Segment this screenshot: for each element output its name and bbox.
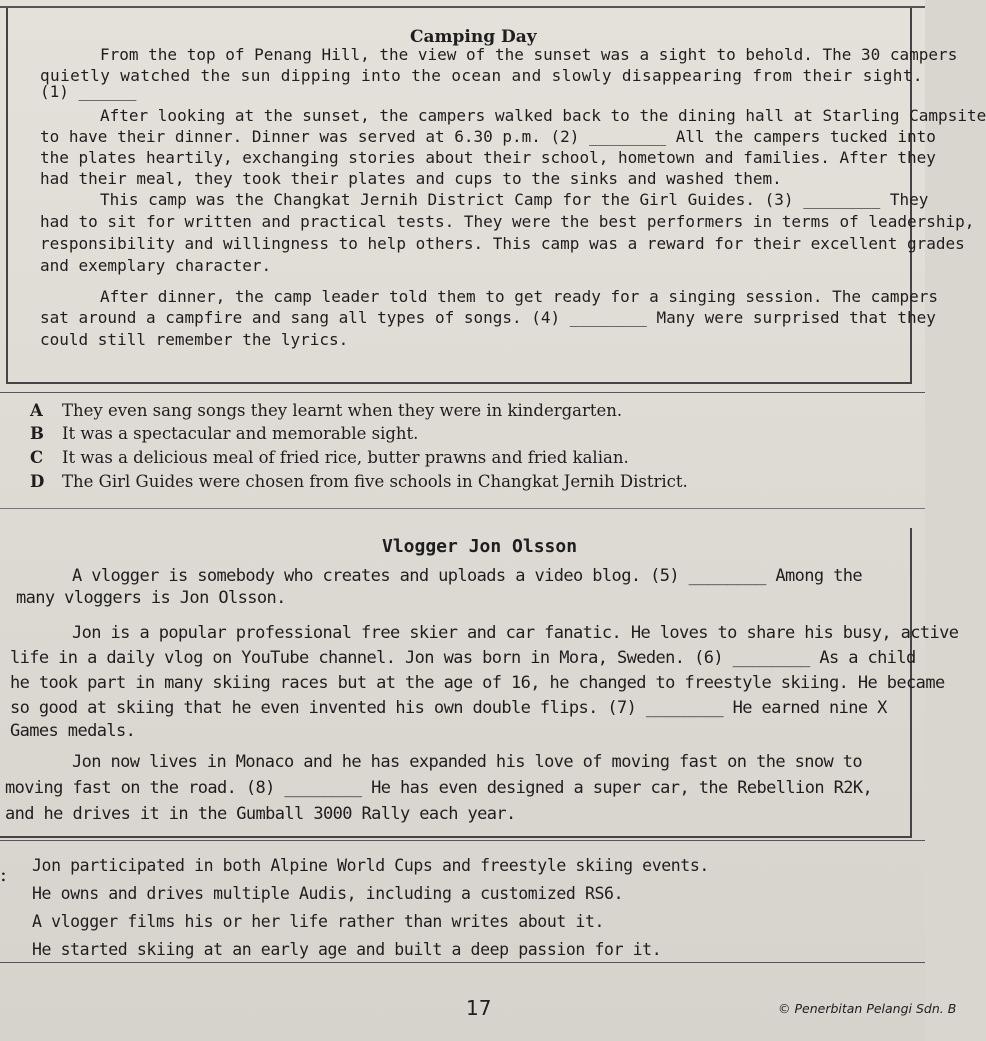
divider (0, 508, 925, 509)
page-number: 17 (466, 996, 492, 1020)
camping-line: From the top of Penang Hill, the view of the sunset was a sight to behold. The 30 campers (100, 45, 958, 64)
option-b (30, 424, 418, 443)
option-c (30, 448, 629, 467)
vlogger-line: and he drives it in the Gumball 3000 Rally each year. (5, 804, 516, 824)
vlogger-line: A vlogger is somebody who creates and uploads a video blog. (5) ________ Among the (72, 566, 863, 586)
vlogger-option: Jon participated in both Alpine World Cups and freestyle skiing events. (32, 856, 709, 875)
camping-line: the plates heartily, exchanging stories about their school, hometown and families. After they (40, 148, 936, 167)
option-d (30, 472, 688, 491)
option-text: It was a spectacular and memorable sight. (62, 424, 419, 443)
bullet-mark: : (0, 862, 7, 886)
camping-line: could still remember the lyrics. (40, 330, 349, 349)
vlogger-line: many vloggers is Jon Olsson. (16, 588, 286, 608)
vlogger-line: Games medals. (10, 721, 136, 741)
vlogger-line: Jon is a popular professional free skier and car fanatic. He loves to share his busy, active (72, 623, 959, 643)
vlogger-option: He owns and drives multiple Audis, including a customized RS6. (32, 884, 624, 903)
option-key: A (30, 401, 43, 420)
camping-title: Camping Day (410, 27, 537, 47)
camping-line: responsibility and willingness to help others. This camp was a reward for their excellent grades (40, 234, 965, 253)
camping-line: After dinner, the camp leader told them to get ready for a singing session. The campers (100, 287, 939, 306)
option-text: The Girl Guides were chosen from five schools in Changkat Jernih District. (62, 472, 688, 491)
option-text: It was a delicious meal of fried rice, butter prawns and fried kalian. (62, 448, 629, 467)
camping-line: had their meal, they took their plates and cups to the sinks and washed them. (40, 169, 782, 188)
copyright-notice: © Penerbitan Pelangi Sdn. B (778, 1001, 957, 1016)
vlogger-line: Jon now lives in Monaco and he has expanded his love of moving fast on the snow to (72, 752, 863, 772)
camping-line: (1) ______ (40, 82, 137, 101)
vlogger-line: life in a daily vlog on YouTube channel. Jon was born in Mora, Sweden. (6) ________ As a child (10, 648, 916, 668)
vlogger-line: so good at skiing that he even invented his own double flips. (7) ________ He earned nine X (10, 698, 887, 718)
camping-line: After looking at the sunset, the campers walked back to the dining hall at Starling Campsite (100, 106, 986, 125)
option-key: B (30, 424, 44, 443)
camping-line: quietly watched the sun dipping into the ocean and slowly disappearing from their sight. (40, 66, 923, 85)
vlogger-option: He started skiing at an early age and built a deep passion for it. (32, 940, 662, 959)
vlogger-line: moving fast on the road. (8) ________ He has even designed a super car, the Rebellion R2K, (5, 778, 873, 798)
option-a (30, 401, 622, 420)
divider (0, 392, 925, 393)
camping-line: This camp was the Changkat Jernih District Camp for the Girl Guides. (3) ________ They (100, 190, 929, 209)
vlogger-option: A vlogger films his or her life rather than writes about it. (32, 912, 605, 931)
divider (0, 962, 925, 963)
vlogger-line: he took part in many skiing races but at the age of 16, he changed to freestyle skiing. He became (10, 673, 945, 693)
option-key: D (30, 472, 45, 491)
vlogger-title: Vlogger Jon Olsson (382, 536, 578, 557)
camping-line: had to sit for written and practical tests. They were the best performers in terms of leadership, (40, 212, 975, 231)
camping-line: to have their dinner. Dinner was served at 6.30 p.m. (2) ________ All the campers tucked into (40, 127, 936, 146)
camping-line: and exemplary character. (40, 256, 272, 275)
divider (0, 840, 925, 841)
option-key: C (30, 448, 44, 467)
option-text: They even sang songs they learnt when they were in kindergarten. (62, 401, 623, 420)
camping-line: sat around a campfire and sang all types of songs. (4) ________ Many were surprised that they (40, 308, 936, 327)
